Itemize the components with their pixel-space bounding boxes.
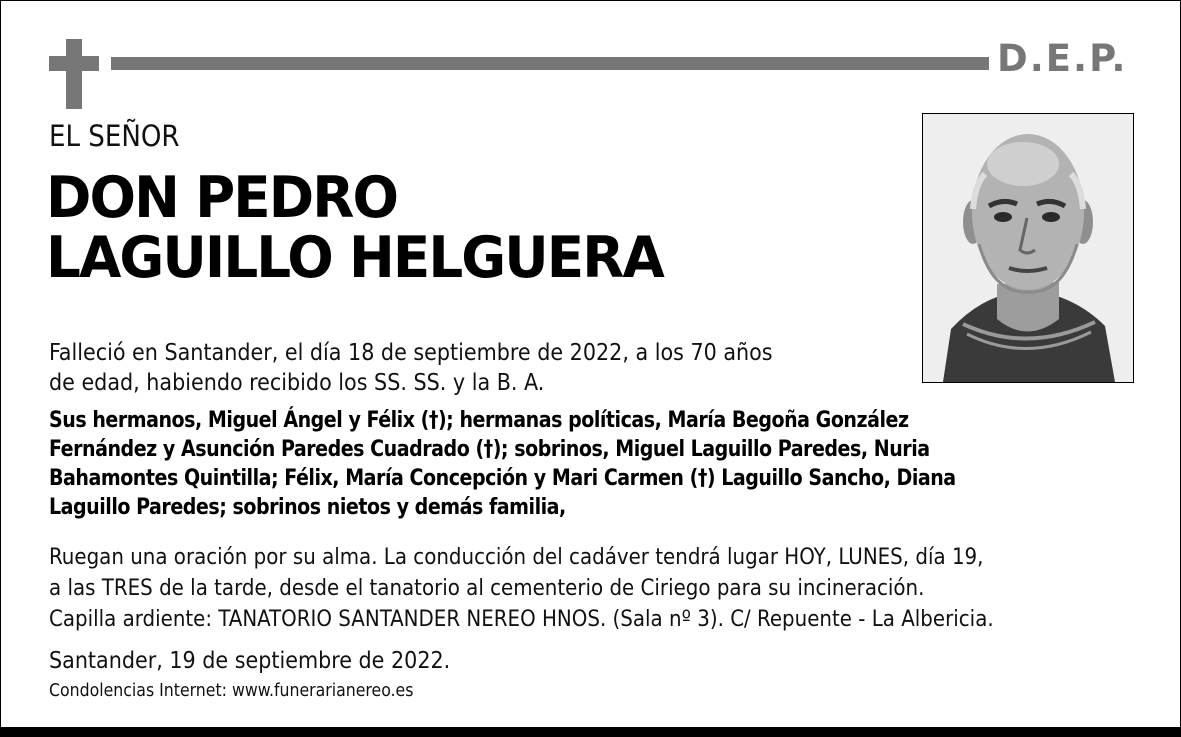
name-line-1: DON PEDRO — [46, 165, 398, 231]
death-notice-text — [49, 338, 889, 398]
service-line: a las TRES de la tarde, desde el tanatorio al cementerio de Ciriego para su incineración. — [49, 575, 925, 601]
portrait-image — [923, 114, 1133, 382]
family-line: Sus hermanos, Miguel Ángel y Félix (†); hermanas políticas, María Begoña González — [49, 407, 909, 433]
header-rule — [111, 57, 989, 70]
family-line: Bahamontes Quintilla; Félix, María Concepción y Mari Carmen (†) Laguillo Sancho, Diana — [49, 465, 956, 491]
family-line: Fernández y Asunción Paredes Cuadrado (†); sobrinos, Miguel Laguillo Paredes, Nuria — [49, 436, 930, 462]
name-line-2: LAGUILLO HELGUERA — [46, 225, 663, 291]
family-text — [49, 406, 956, 522]
service-line: Capilla ardiente: TANATORIO SANTANDER NEREO HNOS. (Sala nº 3). C/ Repuente - La Albericia. — [49, 606, 994, 632]
dep-label: D.E.P. — [997, 37, 1128, 80]
notice-date: Santander, 19 de septiembre de 2022. — [49, 648, 451, 674]
family-line: Laguillo Paredes; sobrinos nietos y demás familia, — [49, 494, 566, 520]
deceased-name — [46, 165, 663, 291]
portrait-photo — [922, 113, 1134, 383]
death-notice-line: de edad, habiendo recibido los SS. SS. y la B. A. — [49, 370, 545, 396]
condolences-link: Condolencias Internet: www.funerarianereo.es — [49, 681, 414, 701]
service-text — [49, 542, 994, 635]
service-line: Ruegan una oración por su alma. La conducción del cadáver tendrá lugar HOY, LUNES, día 19, — [49, 544, 984, 570]
cross-icon — [49, 39, 99, 109]
title-prefix: EL SEÑOR — [49, 119, 180, 153]
death-notice-line: Falleció en Santander, el día 18 de septiembre de 2022, a los 70 años — [49, 340, 773, 366]
